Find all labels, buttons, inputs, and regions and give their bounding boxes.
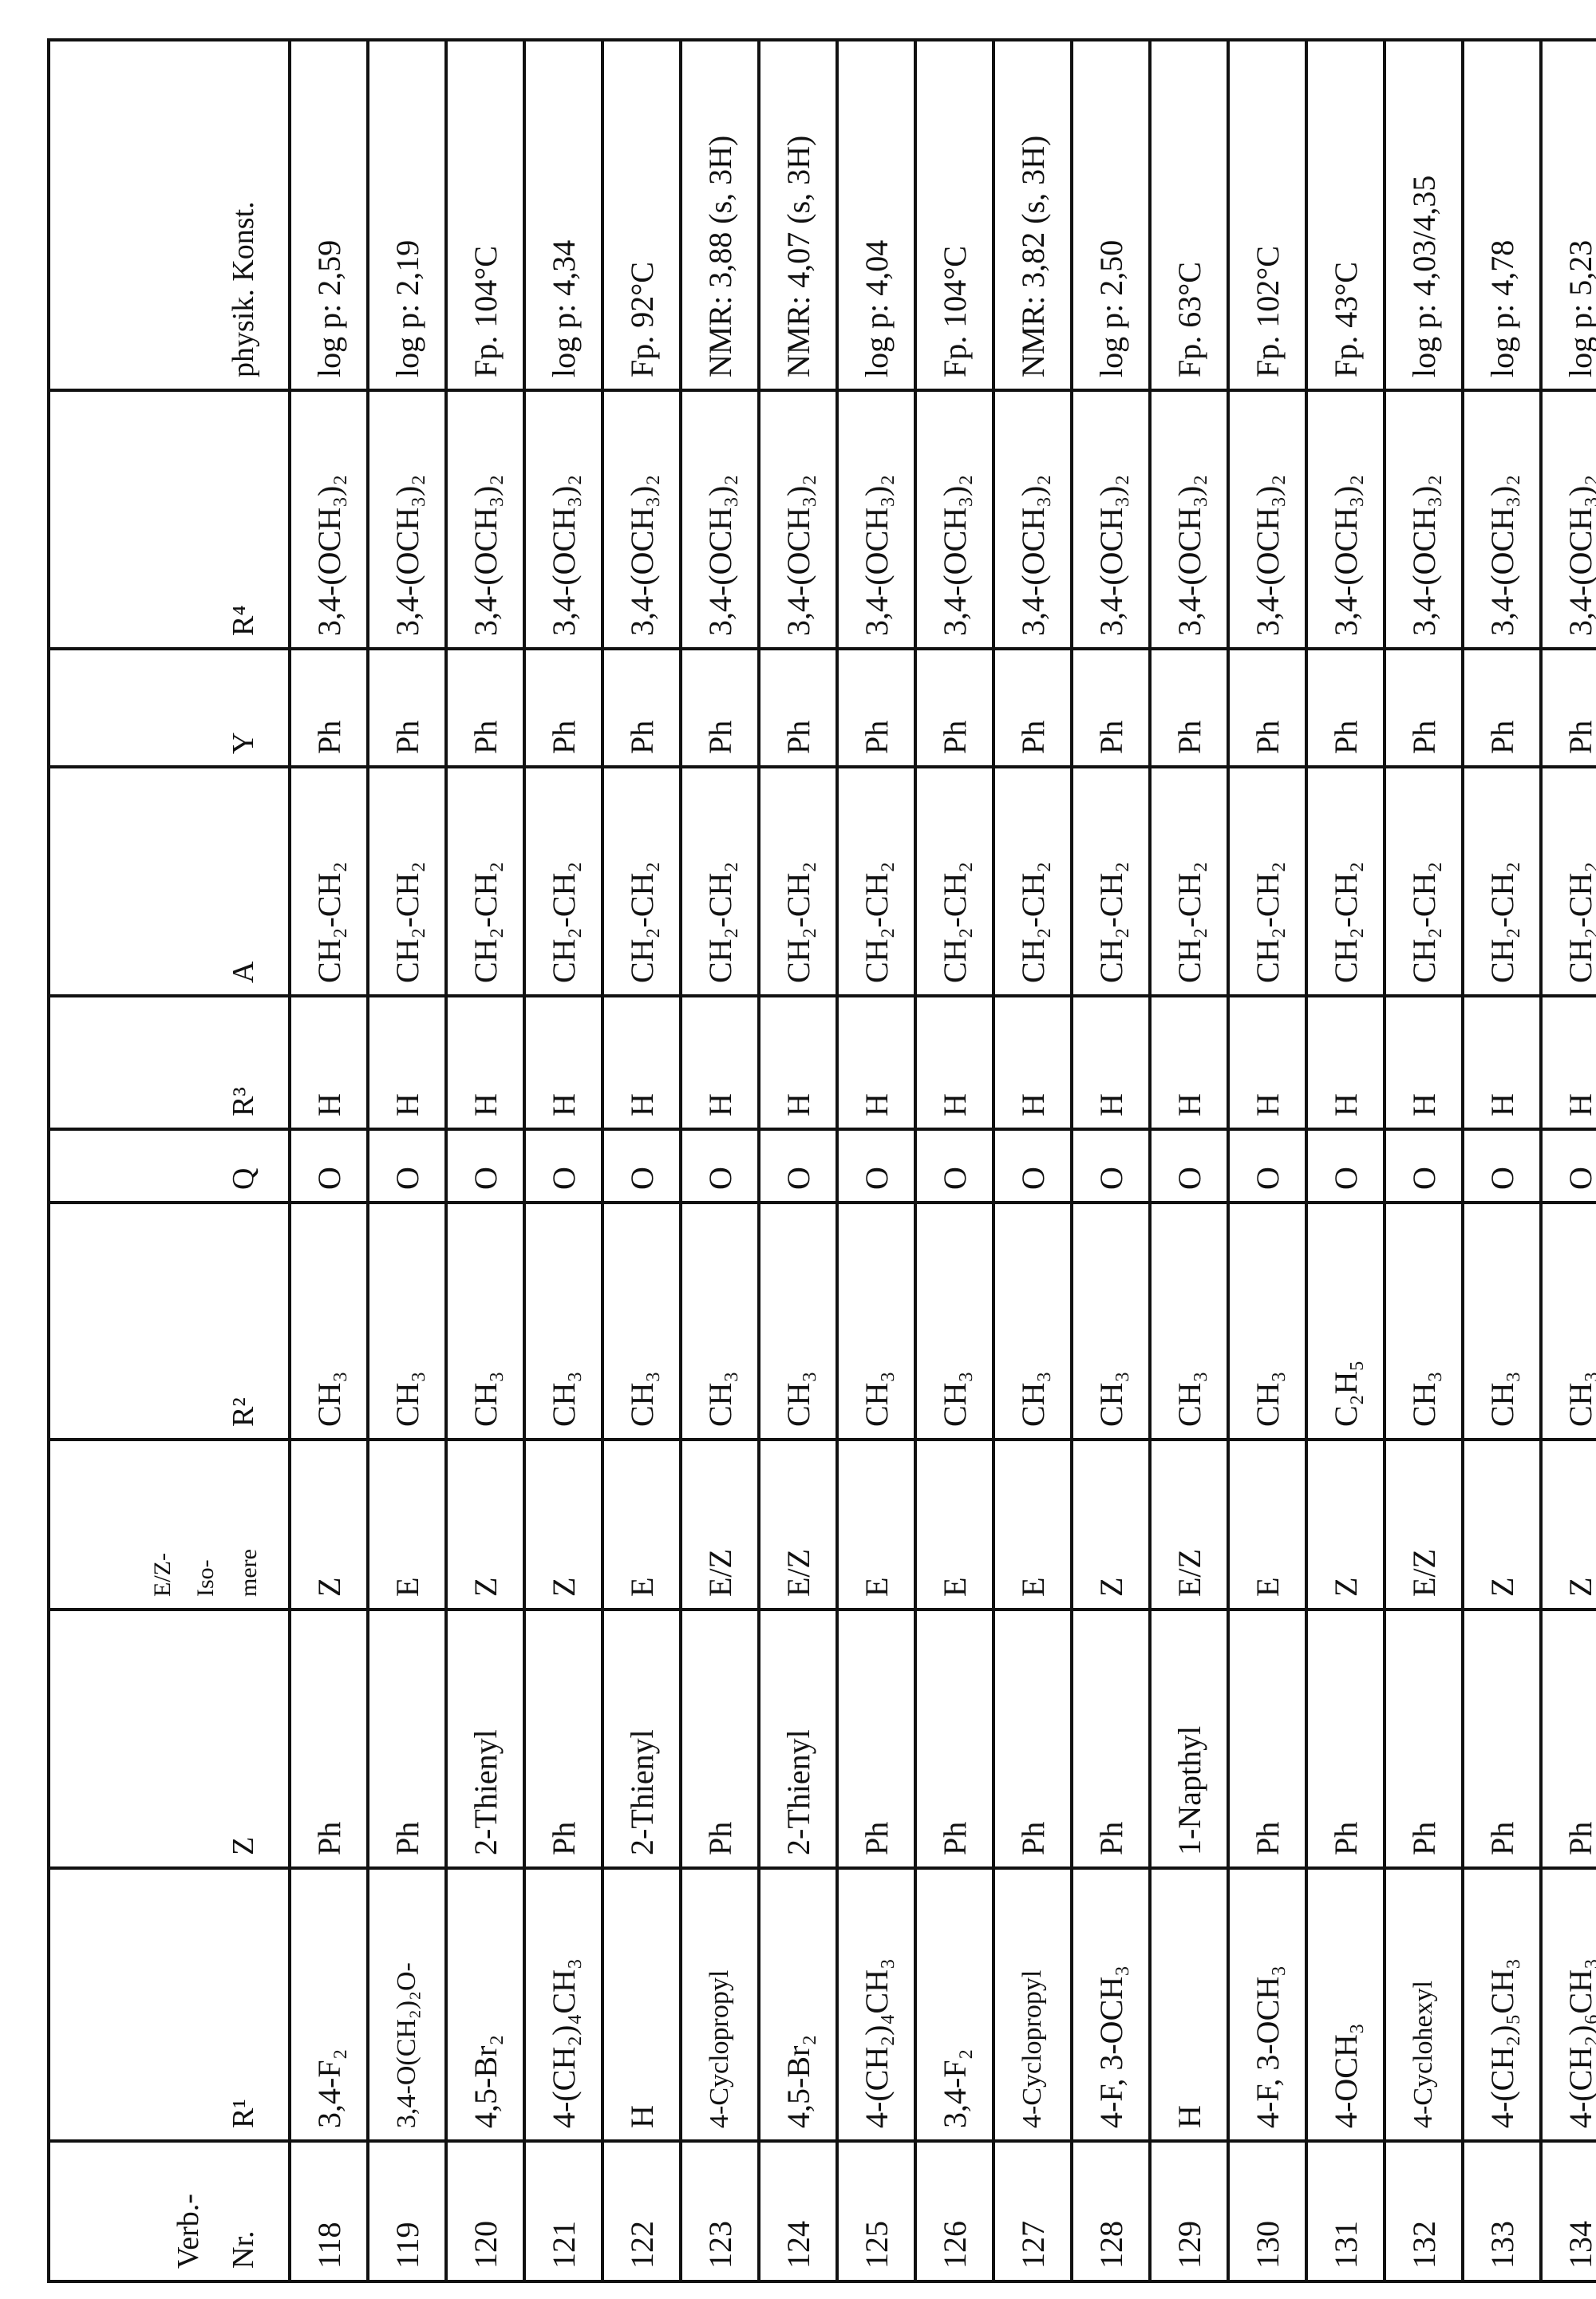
cell-q: O [1228,1129,1306,1203]
cell-r2: CH₃ [1385,1203,1463,1440]
header-r1: R¹ [49,1868,290,2141]
cell-y: Ph [1306,649,1385,767]
cell-a: CH₂-CH₂ [915,767,994,996]
table-row [368,40,446,2281]
cell-ez: Z [290,1440,368,1610]
cell-r1: H [1150,1868,1228,2141]
cell-ez: E/Z [1150,1440,1228,1610]
cell-r2: CH₃ [1228,1203,1306,1440]
table-row [1541,40,1596,2281]
cell-z: Ph [1306,1610,1385,1868]
cell-r1: H [602,1868,681,2141]
cell-q: O [994,1129,1072,1203]
cell-r4: 3,4-(OCH₃)₂ [681,390,759,649]
cell-r2: CH₃ [759,1203,837,1440]
cell-r4: 3,4-(OCH₃)₂ [446,390,524,649]
cell-r2: CH₃ [681,1203,759,1440]
cell-r3: H [368,996,446,1129]
cell-phys: NMR: 3,82 (s, 3H) [994,40,1072,390]
cell-ez: Z [524,1440,602,1610]
cell-r1: 4-(CH₂)₅CH₃ [1463,1868,1541,2141]
cell-q: O [368,1129,446,1203]
cell-phys: Fp. 104°C [915,40,994,390]
cell-r1: 4-(CH₂)₄CH₃ [524,1868,602,2141]
cell-nr: 122 [602,2141,681,2281]
cell-r2: CH₃ [290,1203,368,1440]
cell-r3: H [994,996,1072,1129]
table-row [1072,40,1150,2281]
cell-nr: 120 [446,2141,524,2281]
cell-r4: 3,4-(OCH₃)₂ [1228,390,1306,649]
cell-z: 2-Thienyl [446,1610,524,1868]
cell-q: O [1541,1129,1596,1203]
table-row [1385,40,1463,2281]
cell-r1: 4-(CH₂)₄CH₃ [837,1868,915,2141]
cell-r2: CH₃ [915,1203,994,1440]
cell-phys: Fp. 104°C [446,40,524,390]
cell-q: O [759,1129,837,1203]
table-row [446,40,524,2281]
cell-r2: CH₃ [994,1203,1072,1440]
header-ez-line: E/Z- [149,1553,176,1597]
cell-r3: H [1072,996,1150,1129]
cell-z: 2-Thienyl [602,1610,681,1868]
cell-r4: 3,4-(OCH₃)₂ [1072,390,1150,649]
cell-ez: Z [1463,1440,1541,1610]
table-row [837,40,915,2281]
cell-nr: 130 [1228,2141,1306,2281]
cell-q: O [602,1129,681,1203]
cell-r1: 4-OCH₃ [1306,1868,1385,2141]
cell-z: Ph [1463,1610,1541,1868]
cell-r1: 4,5-Br₂ [446,1868,524,2141]
cell-r3: H [1150,996,1228,1129]
cell-y: Ph [837,649,915,767]
cell-ez: E [1228,1440,1306,1610]
cell-r2: CH₃ [1463,1203,1541,1440]
table-row [1228,40,1306,2281]
header-z: Z [49,1610,290,1868]
cell-r1: 3,4-F₂ [290,1868,368,2141]
cell-q: O [1072,1129,1150,1203]
cell-q: O [681,1129,759,1203]
cell-z: Ph [681,1610,759,1868]
cell-r4: 3,4-(OCH₃)₂ [1541,390,1596,649]
compound-table [47,38,1596,2283]
cell-y: Ph [1072,649,1150,767]
cell-r3: H [915,996,994,1129]
header-r4: R⁴ [49,390,290,649]
cell-r4: 3,4-(OCH₃)₂ [837,390,915,649]
cell-y: Ph [524,649,602,767]
cell-y: Ph [1385,649,1463,767]
cell-y: Ph [602,649,681,767]
cell-y: Ph [1150,649,1228,767]
cell-r1: 4-(CH₂)₆CH₃ [1541,1868,1596,2141]
cell-q: O [1463,1129,1541,1203]
cell-r1: 4-Cyclopropyl [681,1868,759,2141]
cell-nr: 131 [1306,2141,1385,2281]
cell-nr: 125 [837,2141,915,2281]
cell-r2: C₂H₅ [1306,1203,1385,1440]
cell-nr: 119 [368,2141,446,2281]
cell-r3: H [1463,996,1541,1129]
cell-r3: H [524,996,602,1129]
header-verb-line: Verb.- [172,2194,205,2269]
cell-a: CH₂-CH₂ [759,767,837,996]
cell-phys: log p: 4,03/4,35 [1385,40,1463,390]
cell-y: Ph [759,649,837,767]
cell-nr: 127 [994,2141,1072,2281]
cell-a: CH₂-CH₂ [1150,767,1228,996]
cell-z: Ph [1385,1610,1463,1868]
cell-nr: 128 [1072,2141,1150,2281]
cell-r1: 3,4-O(CH₂)₂O- [368,1868,446,2141]
cell-ez: E [837,1440,915,1610]
cell-nr: 118 [290,2141,368,2281]
cell-nr: 133 [1463,2141,1541,2281]
cell-q: O [524,1129,602,1203]
table-row [681,40,759,2281]
cell-nr: 123 [681,2141,759,2281]
cell-a: CH₂-CH₂ [681,767,759,996]
cell-nr: 134 [1541,2141,1596,2281]
cell-r3: H [290,996,368,1129]
cell-r1: 4-Cyclohexyl [1385,1868,1463,2141]
cell-r3: H [759,996,837,1129]
cell-nr: 132 [1385,2141,1463,2281]
cell-z: Ph [290,1610,368,1868]
cell-r2: CH₃ [837,1203,915,1440]
header-a: A [49,767,290,996]
header-verb-nr [49,2141,290,2281]
cell-r2: CH₃ [1150,1203,1228,1440]
cell-z: 1-Napthyl [1150,1610,1228,1868]
header-r3: R³ [49,996,290,1129]
cell-phys: log p: 4,04 [837,40,915,390]
cell-y: Ph [368,649,446,767]
cell-z: Ph [915,1610,994,1868]
table-row [915,40,994,2281]
cell-y: Ph [915,649,994,767]
cell-phys: log p: 2,50 [1072,40,1150,390]
cell-nr: 129 [1150,2141,1228,2281]
rotated-table-page [47,41,1559,2283]
cell-r2: CH₃ [446,1203,524,1440]
table-row [290,40,368,2281]
cell-phys: log p: 5,23 [1541,40,1596,390]
cell-r3: H [1385,996,1463,1129]
cell-nr: 126 [915,2141,994,2281]
cell-y: Ph [1463,649,1541,767]
cell-q: O [1306,1129,1385,1203]
table-row [524,40,602,2281]
cell-a: CH₂-CH₂ [524,767,602,996]
cell-z: Ph [1228,1610,1306,1868]
header-physik-konst: physik. Konst. [49,40,290,390]
table-body [290,40,1596,2281]
cell-r3: H [1306,996,1385,1129]
cell-r3: H [446,996,524,1129]
cell-ez: E [915,1440,994,1610]
cell-phys: log p: 2,19 [368,40,446,390]
cell-r4: 3,4-(OCH₃)₂ [1463,390,1541,649]
cell-nr: 121 [524,2141,602,2281]
cell-phys: Fp. 63°C [1150,40,1228,390]
cell-phys: Fp. 43°C [1306,40,1385,390]
header-iso-line: Iso- [192,1559,219,1597]
cell-ez: Z [446,1440,524,1610]
cell-r1: 4-F, 3-OCH₃ [1228,1868,1306,2141]
cell-phys: log p: 4,78 [1463,40,1541,390]
cell-a: CH₂-CH₂ [994,767,1072,996]
cell-r2: CH₃ [1541,1203,1596,1440]
cell-phys: log p: 2,59 [290,40,368,390]
cell-a: CH₂-CH₂ [1306,767,1385,996]
cell-q: O [1385,1129,1463,1203]
cell-phys: NMR: 4,07 (s, 3H) [759,40,837,390]
cell-r4: 3,4-(OCH₃)₂ [368,390,446,649]
cell-r4: 3,4-(OCH₃)₂ [915,390,994,649]
cell-a: CH₂-CH₂ [837,767,915,996]
cell-y: Ph [446,649,524,767]
cell-r4: 3,4-(OCH₃)₂ [290,390,368,649]
cell-a: CH₂-CH₂ [602,767,681,996]
header-mere-line: mere [235,1549,262,1597]
header-row [49,40,290,2281]
cell-y: Ph [994,649,1072,767]
table-row [1150,40,1228,2281]
cell-q: O [290,1129,368,1203]
cell-nr: 124 [759,2141,837,2281]
cell-r1: 4,5-Br₂ [759,1868,837,2141]
cell-r3: H [837,996,915,1129]
cell-y: Ph [1228,649,1306,767]
header-ez-isomere [49,1440,290,1610]
cell-ez: E [994,1440,1072,1610]
cell-r2: CH₃ [1072,1203,1150,1440]
cell-r4: 3,4-(OCH₃)₂ [1306,390,1385,649]
cell-ez: E/Z [681,1440,759,1610]
header-nr-line: Nr. [227,2231,260,2269]
cell-r2: CH₃ [524,1203,602,1440]
cell-r3: H [681,996,759,1129]
cell-r2: CH₃ [368,1203,446,1440]
cell-ez: E [368,1440,446,1610]
cell-q: O [837,1129,915,1203]
cell-r4: 3,4-(OCH₃)₂ [602,390,681,649]
cell-r3: H [1228,996,1306,1129]
cell-r4: 3,4-(OCH₃)₂ [759,390,837,649]
cell-a: CH₂-CH₂ [290,767,368,996]
cell-r3: H [602,996,681,1129]
cell-r4: 3,4-(OCH₃)₂ [994,390,1072,649]
cell-r1: 4-F, 3-OCH₃ [1072,1868,1150,2141]
cell-a: CH₂-CH₂ [1541,767,1596,996]
cell-y: Ph [1541,649,1596,767]
cell-z: Ph [837,1610,915,1868]
cell-q: O [915,1129,994,1203]
table-row [759,40,837,2281]
cell-q: O [1150,1129,1228,1203]
cell-y: Ph [681,649,759,767]
cell-r4: 3,4-(OCH₃)₂ [1385,390,1463,649]
cell-z: Ph [524,1610,602,1868]
cell-r4: 3,4-(OCH₃)₂ [524,390,602,649]
cell-q: O [446,1129,524,1203]
table-row [1306,40,1385,2281]
cell-r2: CH₃ [602,1203,681,1440]
header-y: Y [49,649,290,767]
header-q: Q [49,1129,290,1203]
cell-r1: 4-Cyclopropyl [994,1868,1072,2141]
cell-a: CH₂-CH₂ [1385,767,1463,996]
cell-phys: log p: 4,34 [524,40,602,390]
cell-z: Ph [368,1610,446,1868]
cell-ez: Z [1541,1440,1596,1610]
cell-z: Ph [994,1610,1072,1868]
cell-ez: Z [1072,1440,1150,1610]
table-row [602,40,681,2281]
cell-a: CH₂-CH₂ [1072,767,1150,996]
table-row [1463,40,1541,2281]
cell-ez: Z [1306,1440,1385,1610]
cell-a: CH₂-CH₂ [1228,767,1306,996]
cell-a: CH₂-CH₂ [446,767,524,996]
cell-z: Ph [1541,1610,1596,1868]
cell-z: 2-Thienyl [759,1610,837,1868]
cell-ez: E/Z [759,1440,837,1610]
cell-phys: NMR: 3,88 (s, 3H) [681,40,759,390]
cell-phys: Fp. 92°C [602,40,681,390]
cell-a: CH₂-CH₂ [1463,767,1541,996]
cell-phys: Fp. 102°C [1228,40,1306,390]
header-r2: R² [49,1203,290,1440]
cell-ez: E [602,1440,681,1610]
cell-r4: 3,4-(OCH₃)₂ [1150,390,1228,649]
cell-ez: E/Z [1385,1440,1463,1610]
cell-y: Ph [290,649,368,767]
cell-r3: H [1541,996,1596,1129]
table-row [994,40,1072,2281]
cell-a: CH₂-CH₂ [368,767,446,996]
cell-z: Ph [1072,1610,1150,1868]
cell-r1: 3,4-F₂ [915,1868,994,2141]
